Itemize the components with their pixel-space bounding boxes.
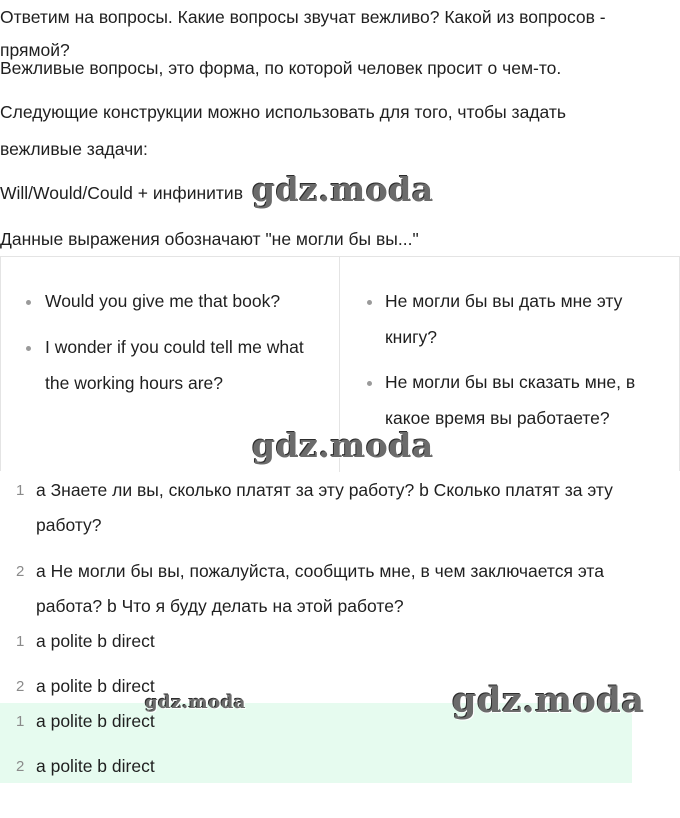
watermark-logo: gdz.moda bbox=[252, 170, 434, 209]
header-question: Ответим на вопросы. Какие вопросы звучат вежливо? Какой из вопросов - bbox=[0, 7, 606, 27]
answer-text: a polite b direct bbox=[36, 756, 155, 776]
answer-text: a polite b direct bbox=[36, 676, 155, 696]
item-number: 1 bbox=[16, 713, 25, 730]
right-item-2-line-1: Не могли бы вы сказать мне, в bbox=[385, 372, 636, 392]
header-question-cut: прямой? bbox=[0, 40, 70, 60]
item-number: 2 bbox=[16, 758, 25, 775]
answer-text: a polite b direct bbox=[36, 711, 155, 731]
item-number: 1 bbox=[16, 633, 25, 650]
intro-line-3: Will/Would/Could + инфинитив bbox=[0, 183, 244, 203]
item-line-2: работу? bbox=[36, 515, 102, 535]
intro-line-1: Вежливые вопросы, это форма, по которой человек просит о чем-то. bbox=[0, 58, 562, 78]
left-item-1: Would you give me that book? bbox=[45, 291, 281, 311]
item-number: 2 bbox=[16, 678, 25, 695]
left-item-2-line-1: I wonder if you could tell me what bbox=[45, 337, 304, 357]
item-number: 1 bbox=[16, 482, 25, 499]
right-item-2-line-2: какое время вы работаете? bbox=[385, 408, 610, 428]
watermark-logo: gdz.moda bbox=[452, 680, 645, 721]
right-item-1-line-2: книгу? bbox=[385, 327, 437, 347]
bullet-icon bbox=[26, 300, 31, 305]
item-number: 2 bbox=[16, 563, 25, 580]
intro-line-2b: вежливые задачи: bbox=[0, 139, 148, 159]
bullet-icon bbox=[367, 381, 372, 386]
header-question-block bbox=[0, 0, 680, 60]
watermark-logo: gdz.moda bbox=[145, 692, 246, 713]
intro-line-4: Данные выражения обозначают "не могли бы вы..." bbox=[0, 229, 419, 249]
item-line-1: a Знаете ли вы, сколько платят за эту работу? b Сколько платят за эту bbox=[36, 480, 613, 500]
item-line-2: работа? b Что я буду делать на этой работе? bbox=[36, 596, 404, 616]
item-line-1: a Не могли бы вы, пожалуйста, сообщить мне, в чем заключается эта bbox=[36, 561, 604, 581]
bullet-icon bbox=[367, 300, 372, 305]
left-item-2-line-2: the working hours are? bbox=[45, 373, 224, 393]
intro-line-2a: Следующие конструкции можно использовать для того, чтобы задать bbox=[0, 102, 567, 122]
bullet-icon bbox=[26, 346, 31, 351]
answer-text: a polite b direct bbox=[36, 631, 155, 651]
right-item-1-line-1: Не могли бы вы дать мне эту bbox=[385, 291, 623, 311]
watermark-logo: gdz.moda bbox=[252, 426, 434, 465]
